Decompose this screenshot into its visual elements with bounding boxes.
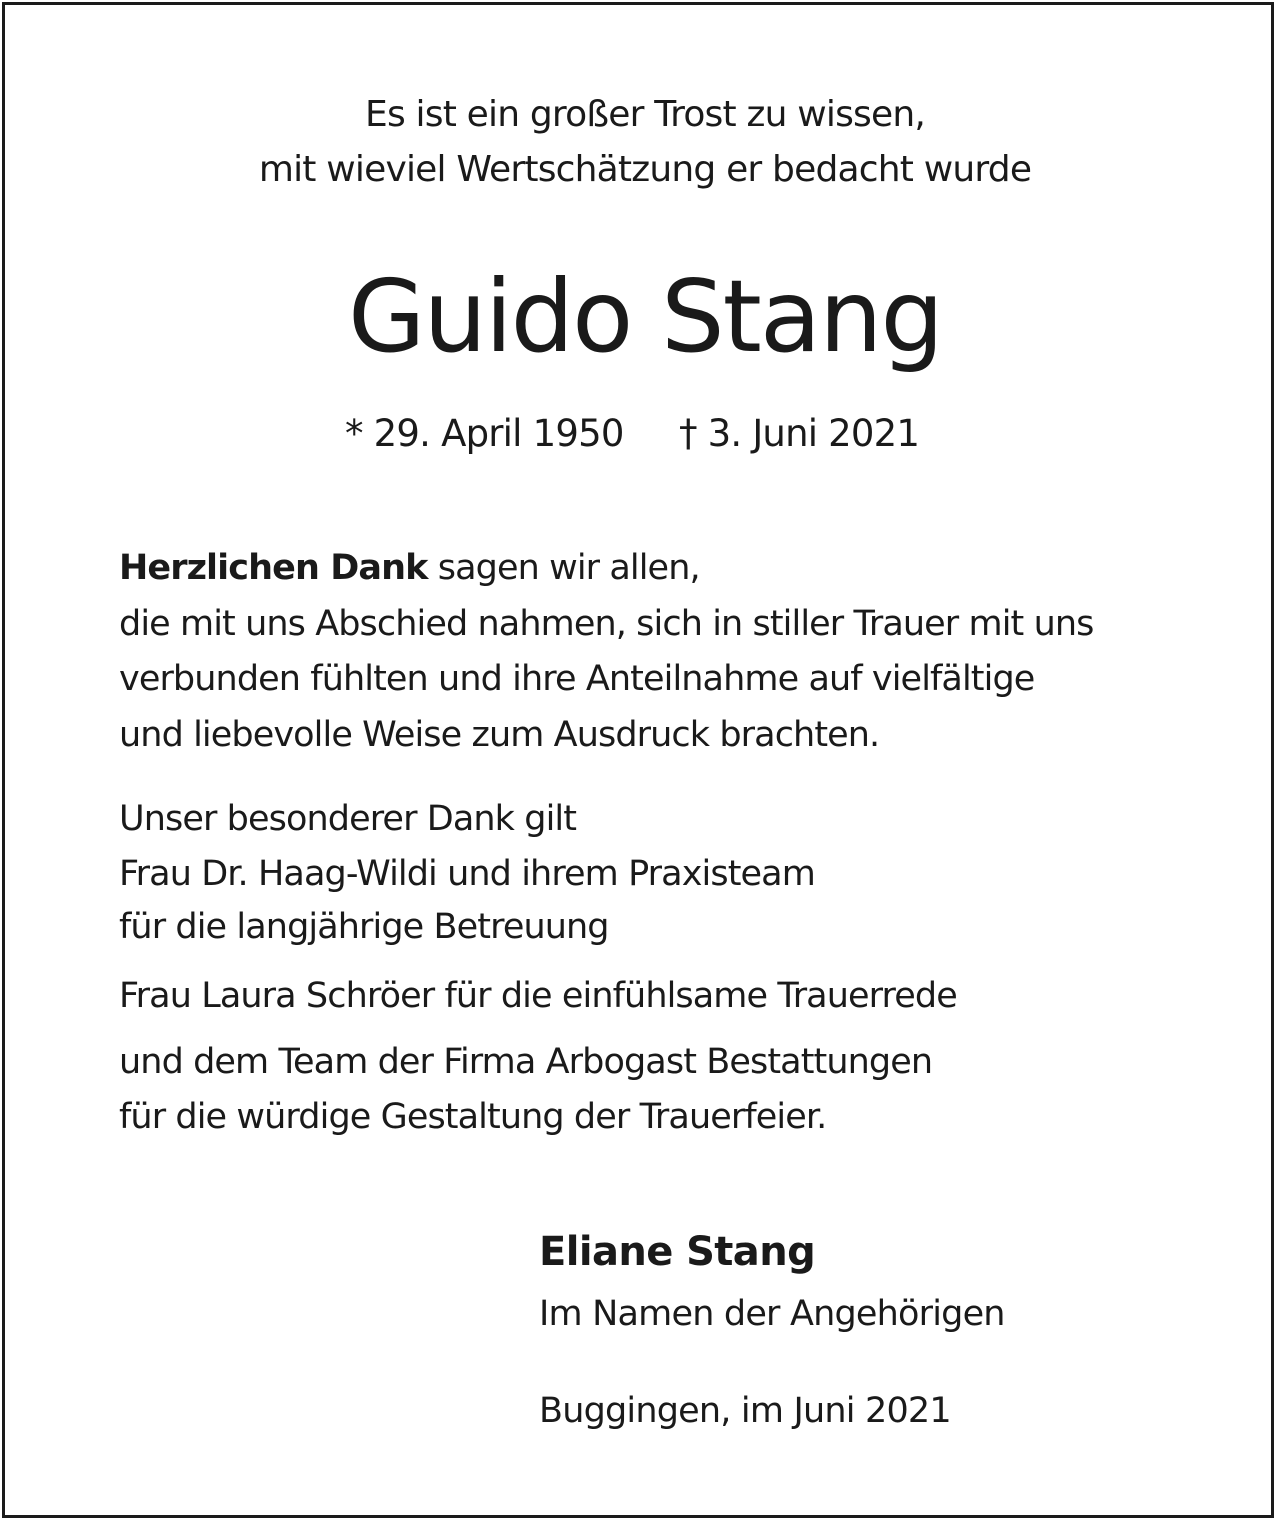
thanks-line-1: die mit uns Abschied nahmen, sich in stiller Trauer mit uns <box>119 604 1094 644</box>
special-thanks-line-4: Frau Laura Schröer für die einfühlsame Trauerrede <box>119 976 957 1016</box>
special-thanks-line-1: Unser besonderer Dank gilt <box>119 799 577 839</box>
thanks-lead <box>119 548 700 588</box>
quote-line-2: mit wieviel Wertschätzung er bedacht wurde <box>258 149 1032 190</box>
special-thanks-line-6: für die würdige Gestaltung der Trauerfeier. <box>119 1097 827 1137</box>
thanks-lead-bold: Herzlichen Dank <box>119 548 428 588</box>
death-date: † 3. Juni 2021 <box>679 412 920 455</box>
deceased-name: Guido Stang <box>348 258 942 375</box>
special-thanks-line-5: und dem Team der Firma Arbogast Bestattungen <box>119 1042 933 1082</box>
birth-date: * 29. April 1950 <box>345 412 624 455</box>
signature-subtitle: Im Namen der Angehörigen <box>539 1294 1005 1334</box>
thanks-line-2: verbunden fühlten und ihre Anteilnahme auf vielfältige <box>119 659 1035 699</box>
thanks-line-3: und liebevolle Weise zum Ausdruck brachten. <box>119 715 880 755</box>
signature-name: Eliane Stang <box>539 1229 816 1275</box>
place-date: Buggingen, im Juni 2021 <box>539 1391 951 1431</box>
thanks-lead-rest: sagen wir allen, <box>427 548 700 588</box>
quote-line-1: Es ist ein großer Trost zu wissen, <box>365 94 925 135</box>
obituary-card <box>2 2 1274 1518</box>
special-thanks-line-3: für die langjährige Betreuung <box>119 907 609 947</box>
special-thanks-line-2: Frau Dr. Haag-Wildi und ihrem Praxisteam <box>119 854 815 894</box>
